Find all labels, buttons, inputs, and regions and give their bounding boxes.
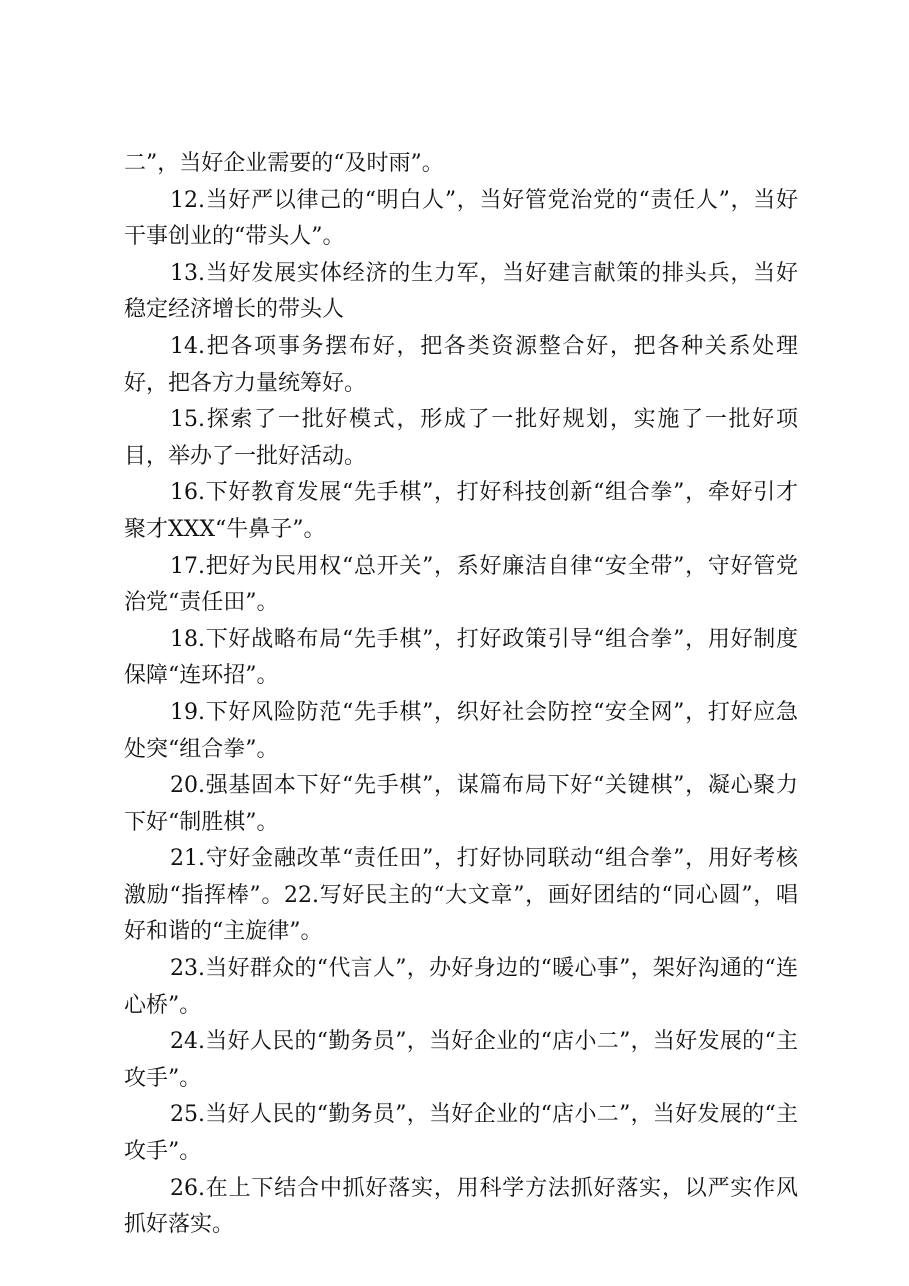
paragraph-25: 25.当好人民的“勤务员”，当好企业的“店小二”，当好发展的“主攻手”。 xyxy=(124,1102,798,1165)
paragraph-12: 12.当好严以律己的“明白人”，当好管党治党的“责任人”，当好干事创业的“带头人”。 xyxy=(124,187,798,250)
paragraph-15: 15.探索了一批好模式，形成了一批好规划，实施了一批好项目，举办了一批好活动。 xyxy=(124,407,798,469)
paragraph-23: 23.当好群众的“代言人”，办好身边的“暖心事”，架好沟通的“连心桥”。 xyxy=(124,956,798,1018)
document-page xyxy=(124,146,798,1244)
paragraph-24: 24.当好人民的“勤务员”，当好企业的“店小二”，当好发展的“主攻手”。 xyxy=(124,1029,798,1091)
paragraph-21-22: 21.守好金融改革“责任田”，打好协同联动“组合拳”，用好考核激励“指挥棒”。22.写好民主的“大文章”，画好团结的“同心圆”，唱好和谐的“主旋律”。 xyxy=(124,846,798,945)
paragraph-20: 20.强基固本下好“先手棋”，谋篇布局下好“关键棋”，凝心聚力下好“制胜棋”。 xyxy=(124,773,798,835)
paragraph-13: 13.当好发展实体经济的生力军，当好建言献策的排头兵，当好稳定经济增长的带头人 xyxy=(124,260,798,323)
paragraph-17: 17.把好为民用权“总开关”，系好廉洁自律“安全带”，守好管党治党“责任田”。 xyxy=(124,553,798,616)
paragraph-26: 26.在上下结合中抓好落实，用科学方法抓好落实，以严实作风抓好落实。 xyxy=(124,1175,798,1238)
paragraph-16: 16.下好教育发展“先手棋”，打好科技创新“组合拳”，牵好引才聚才XXX“牛鼻子”。 xyxy=(124,480,798,542)
paragraph-continuation: 二”，当好企业需要的“及时雨”。 xyxy=(124,151,444,176)
paragraph-18: 18.下好战略布局“先手棋”，打好政策引导“组合拳”，用好制度保障“连环招”。 xyxy=(124,626,798,689)
paragraph-14: 14.把各项事务摆布好，把各类资源整合好，把各种关系处理好，把各方力量统筹好。 xyxy=(124,333,798,396)
paragraph-19: 19.下好风险防范“先手棋”，织好社会防控“安全网”，打好应急处突“组合拳”。 xyxy=(124,699,798,762)
